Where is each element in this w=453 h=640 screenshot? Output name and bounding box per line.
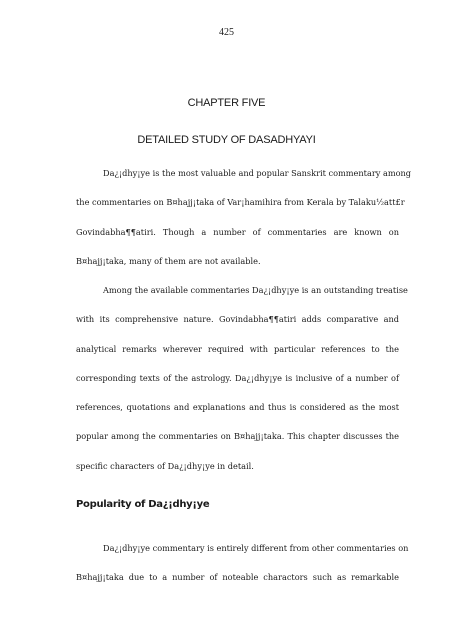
paragraph-line: Among the available commentaries Da¿¡dhy¡ye is an outstanding treatise bbox=[103, 285, 408, 295]
chapter-title: CHAPTER FIVE bbox=[187, 97, 266, 109]
chapter-subtitle: DETAILED STUDY OF DASADHYAYI bbox=[137, 134, 316, 146]
section-heading: Popularity of Da¿¡dhy¡ye bbox=[76, 499, 210, 510]
paragraph-line: Da¿¡dhy¡ye commentary is entirely different from other commentaries on bbox=[103, 543, 409, 553]
paragraph-line: Da¿¡dhy¡ye is the most valuable and popular Sanskrit commentary among bbox=[103, 168, 412, 178]
paragraph-popularity bbox=[76, 534, 409, 593]
paragraph-line: the commentaries on B¤hajj¡taka of Var¡hamihira from Kerala by Talaku½att£r bbox=[76, 197, 405, 208]
paragraph-line: analytical remarks wherever required with particular references to the bbox=[76, 343, 399, 354]
paragraph-line: references, quotations and explanations and thus is considered as the most bbox=[76, 402, 399, 413]
paragraph-line: B¤hajj¡taka, many of them are not available. bbox=[76, 255, 261, 266]
paragraph-line: Govindabha¶¶atiri. Though a number of commentaries are known on bbox=[76, 226, 399, 237]
paragraph-line: B¤hajj¡taka due to a number of noteable charactors such as remarkable bbox=[76, 572, 399, 583]
paragraph-line: with its comprehensive nature. Govindabha¶¶atiri adds comparative and bbox=[76, 314, 399, 325]
paragraph-line: corresponding texts of the astrology. Da¿¡dhy¡ye is inclusive of a number of bbox=[76, 372, 399, 383]
paragraph-line: popular among the commentaries on B¤hajj¡taka. This chapter discusses the bbox=[76, 431, 399, 442]
paragraph-line: specific characters of Da¿¡dhy¡ye in detail. bbox=[76, 460, 254, 471]
page-number: 425 bbox=[219, 27, 234, 38]
paragraph-available-commentaries bbox=[76, 276, 408, 481]
paragraph-intro bbox=[76, 159, 412, 276]
